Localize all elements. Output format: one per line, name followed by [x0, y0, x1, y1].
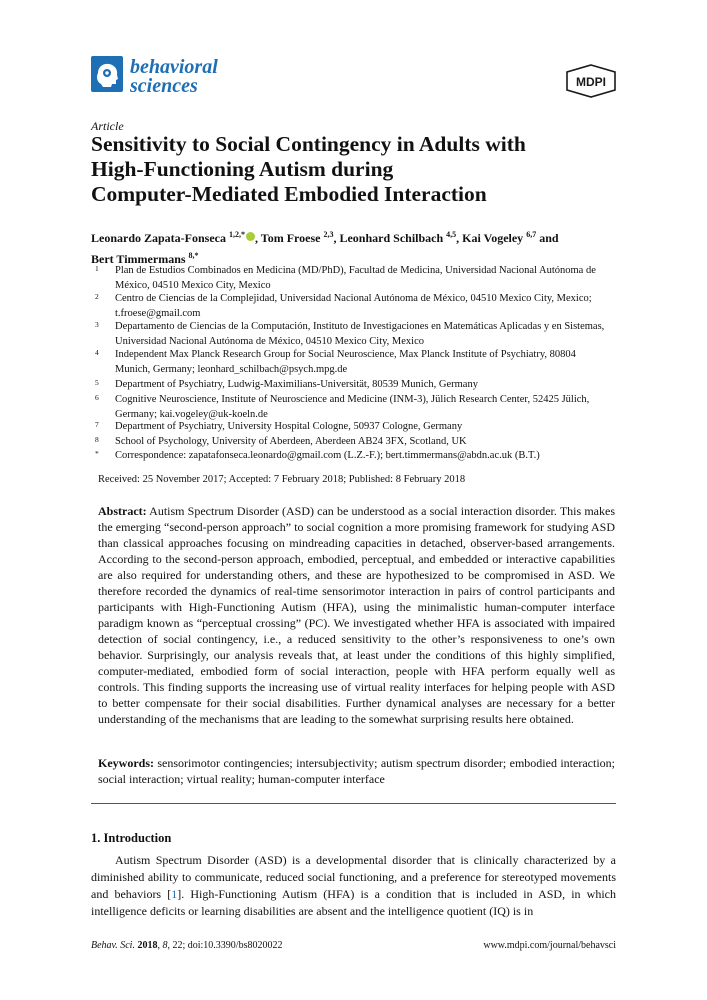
author-name: Kai Vogeley [462, 231, 524, 245]
section-heading: 1. Introduction [91, 831, 172, 845]
publication-dates: Received: 25 November 2017; Accepted: 7 February 2018; Published: 8 February 2018 [98, 474, 466, 485]
body-paragraph: Autism Spectrum Disorder (ASD) is a developmental disorder that is clinically characterized by a diminished ability to communicate, reduced social functioning, and a preference for stereotyped movements and behaviors [1]. High-Functioning Autism (HFA) is a condition that is included in ASD, in which intelligence deficits or learning disabilities are absent and the intelligence quotient (IQ) is in [91, 853, 616, 918]
publisher-name: MDPI [576, 75, 606, 89]
orcid-icon[interactable] [246, 232, 255, 241]
footer-citation: Behav. Sci. 2018, 8, 22; doi:10.3390/bs8020022 [91, 940, 283, 951]
citation-link[interactable]: 1 [171, 887, 178, 901]
author-name: Leonardo Zapata-Fonseca [91, 231, 226, 245]
author-name: Tom Froese [260, 231, 321, 245]
journal-name: behavioral sciences [130, 56, 218, 97]
divider [91, 803, 616, 804]
abstract-label: Abstract: [98, 504, 147, 518]
keywords [98, 755, 615, 787]
abstract-text: Autism Spectrum Disorder (ASD) can be understood as a social interaction disorder. This makes the emerging “second-person approach” to social cognition a more promising framework for studying ASD than classical approaches focusing on mindreading capacities in detached, observer-based arrangements. According to the second-person approach, embodied, perceptual, and embedded or interactive capabilities are also required for understanding others, and these are hypothesized to be compromised in ASD. We therefore recorded the dynamics of real-time sensorimotor interaction in pairs of control participants and participants with High-Functioning Autism (HFA), using the minimalistic human-computer interface paradigm known as “perceptual crossing” (PC). We investigated whether HFA is associated with impaired detection of social contingency, i.e., a reduced sensitivity to the other’s responsiveness to one’s own behavior. Surprisingly, our analysis reveals that, at least under the conditions of this highly simplified, computer-mediated, embodied form of social interaction, people with HFA perform equally well as controls. This finding supports the increasing use of virtual reality interfaces for helping people with ASD to better compensate for their social disabilities. Further dynamical analyses are necessary for a better understanding of the mechanisms that are leading to the somewhat surprising results here obtained. [98, 504, 615, 726]
mdpi-logo [566, 64, 616, 103]
author-name: Bert Timmermans [91, 252, 186, 266]
keywords-text: sensorimotor contingencies; intersubjectivity; autism spectrum disorder; embodied interaction; social interaction; virtual reality; human-computer interface [98, 756, 615, 786]
article-type: Article [91, 119, 124, 133]
keywords-label: Keywords: [98, 756, 154, 770]
footer-url[interactable]: www.mdpi.com/journal/behavsci [483, 940, 616, 951]
abstract [98, 503, 615, 727]
article-title: Sensitivity to Social Contingency in Adults with High-Functioning Autism during Computer-Mediated Embodied Interaction [91, 132, 526, 206]
author-list: Leonardo Zapata-Fonseca $^{1,2,*}$ , Tom Froese $^{2,3}$, Leonhard Schilbach $^{4,5}$, Kai Vogeley $^{6,7}$ and Bert Timmermans $^{8,*}$ [91, 230, 559, 266]
author-name: Leonhard Schilbach [339, 231, 444, 245]
journal-logo-icon [91, 56, 123, 92]
